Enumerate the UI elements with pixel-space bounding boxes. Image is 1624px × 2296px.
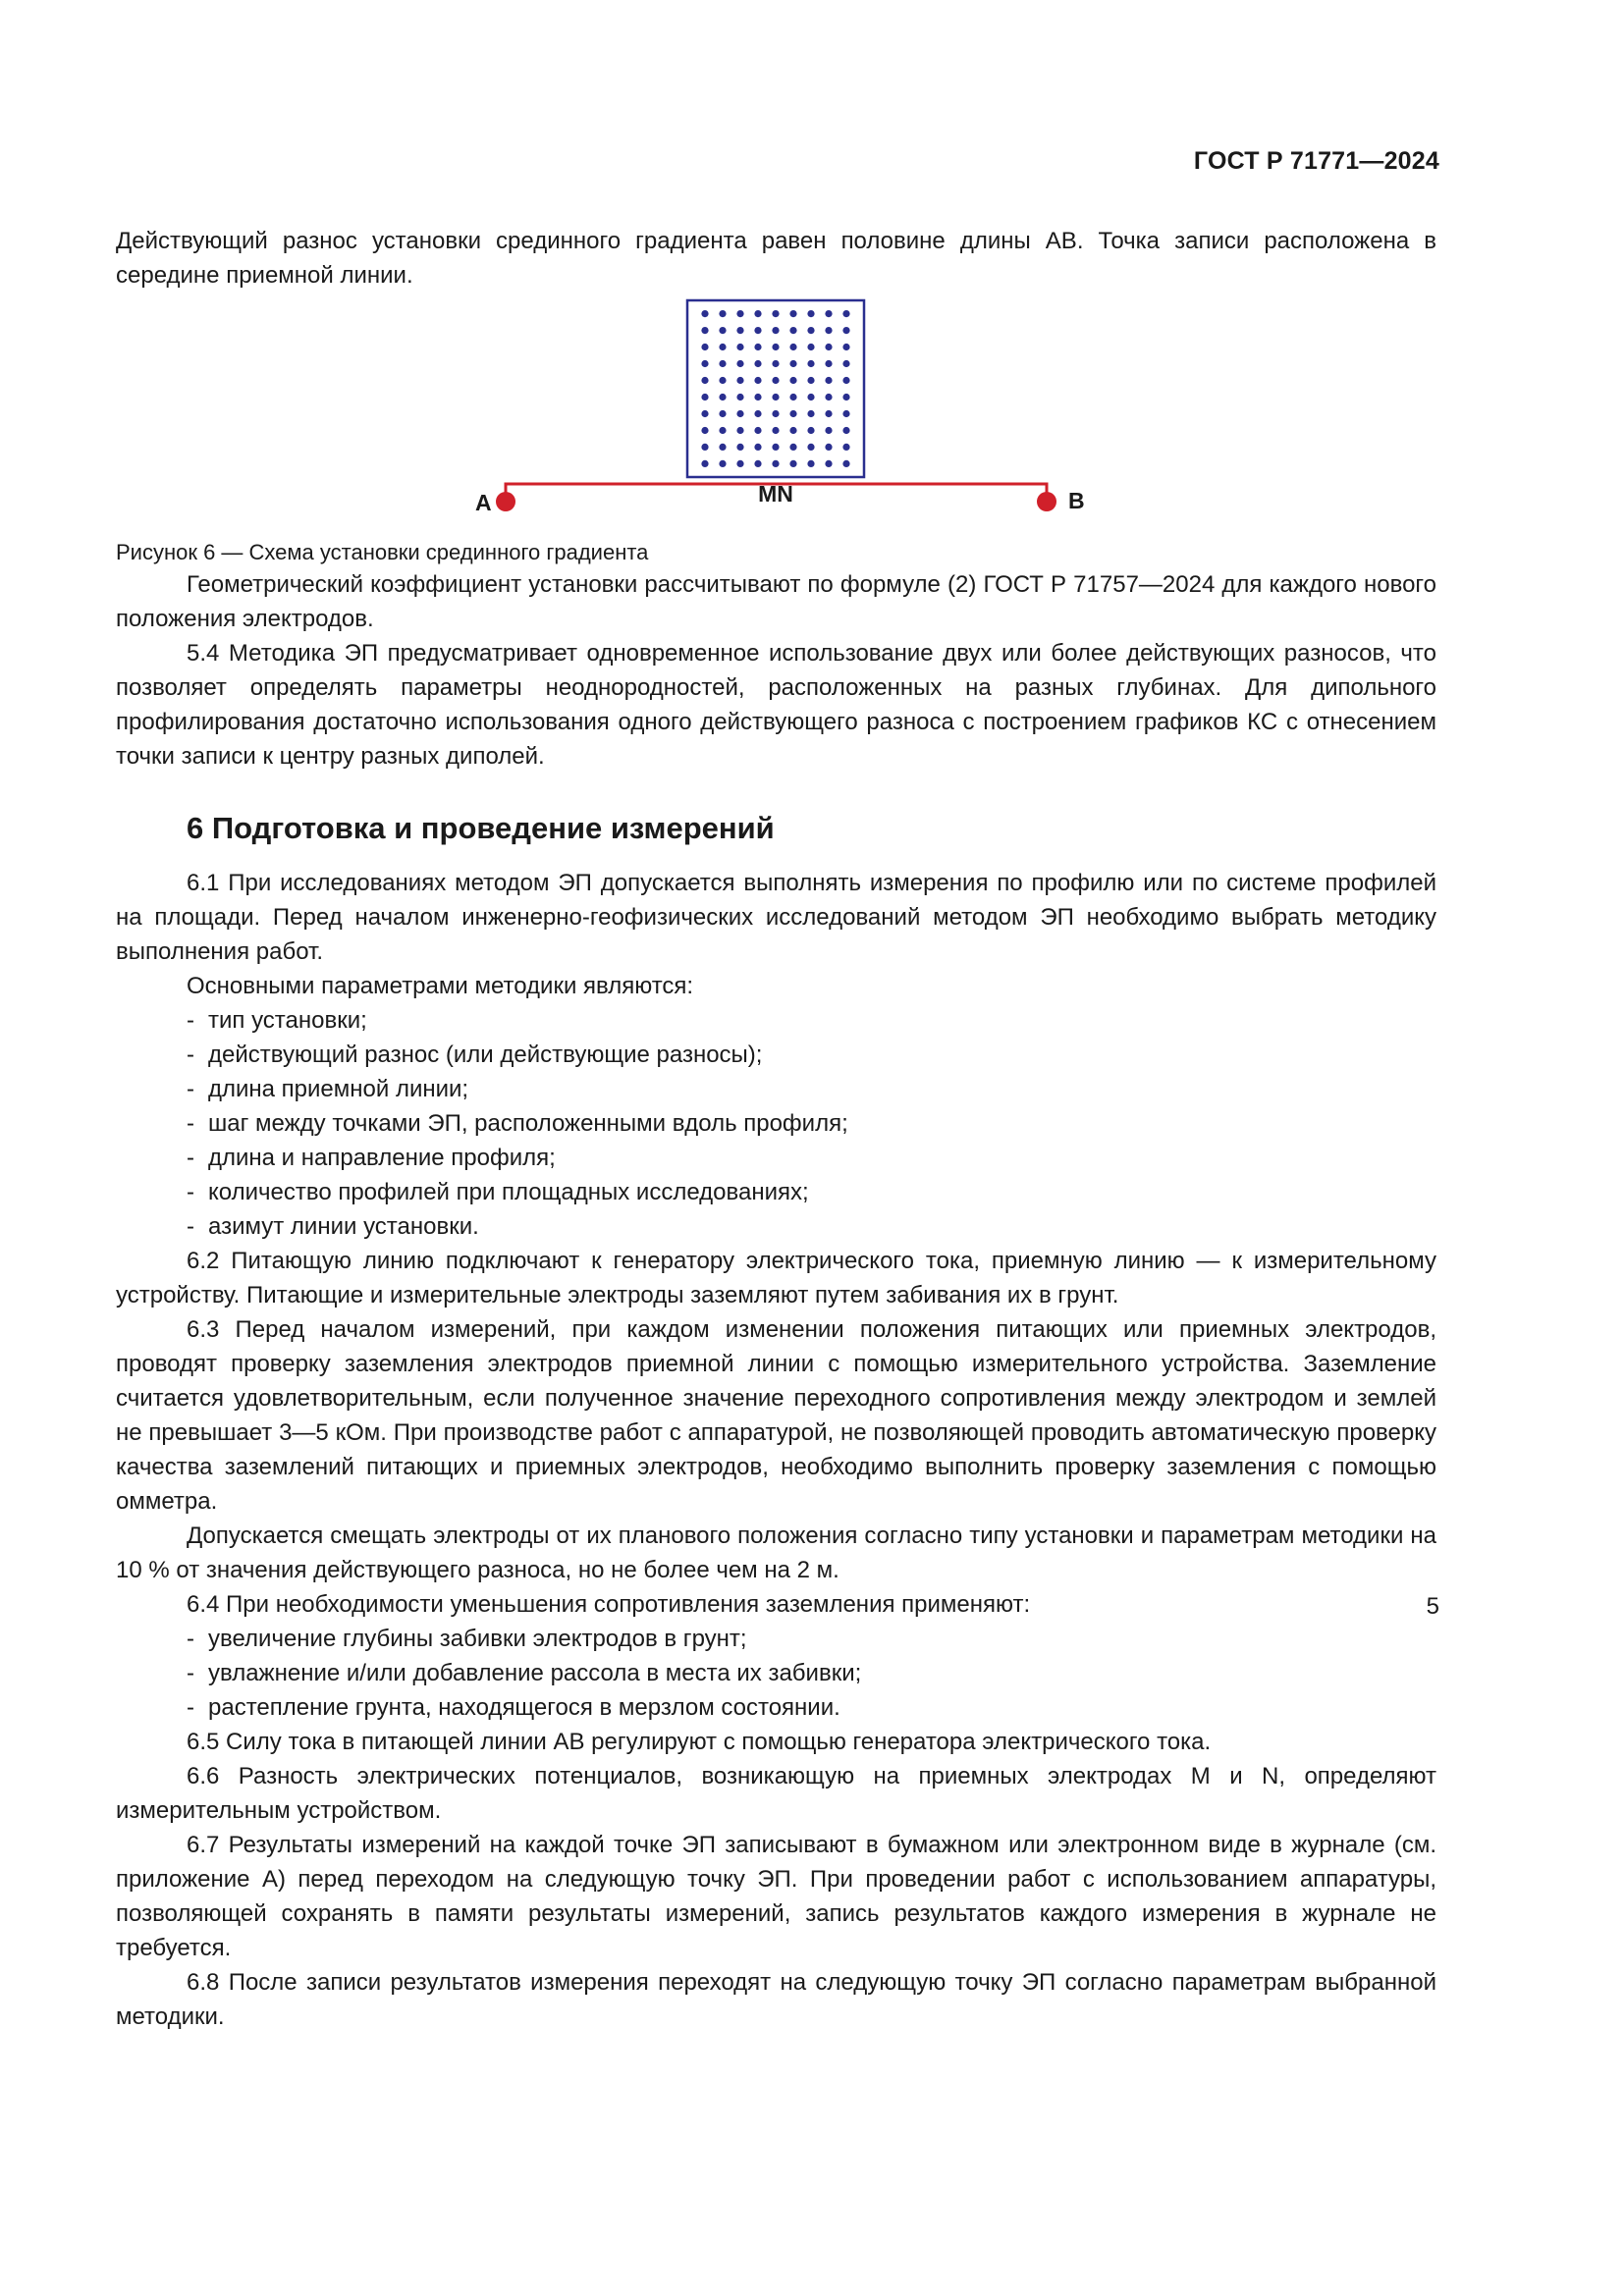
- measurement-point: [842, 410, 849, 417]
- measurement-point: [736, 410, 743, 417]
- figure-caption: Рисунок 6 — Схема установки срединного градиента: [116, 540, 649, 564]
- params-list: [116, 1003, 1436, 1244]
- measurement-point: [842, 427, 849, 434]
- paragraph-6-1: 6.1 При исследованиях методом ЭП допускается выполнять измерения по профилю или по системе профилей на площади. Перед началом инженерно-геофизических исследований методом ЭП необходимо выбрать методику выполнения работ.: [116, 870, 1436, 965]
- measurement-point: [807, 327, 814, 334]
- measurement-point: [772, 360, 779, 367]
- list-item: - увлажнение и/или добавление рассола в места их забивки;: [116, 1656, 1436, 1690]
- measurement-point: [701, 444, 708, 451]
- measurement-point: [701, 460, 708, 467]
- measurement-point: [772, 310, 779, 317]
- measurement-point: [719, 327, 726, 334]
- measurement-point: [825, 394, 832, 400]
- measurement-point: [701, 310, 708, 317]
- measurement-point: [754, 327, 761, 334]
- measurement-point: [789, 410, 796, 417]
- measurement-point: [772, 327, 779, 334]
- list-item: - шаг между точками ЭП, расположенными вдоль профиля;: [116, 1106, 1436, 1141]
- paragraph-6-8: 6.8 После записи результатов измерения переходят на следующую точку ЭП согласно параметрам выбранной методики.: [116, 1969, 1436, 2030]
- measurement-point: [825, 360, 832, 367]
- measurement-point: [842, 344, 849, 350]
- measurement-point: [719, 377, 726, 384]
- measurement-point: [754, 444, 761, 451]
- measurement-point: [719, 360, 726, 367]
- measurement-point: [842, 444, 849, 451]
- list-item: - увеличение глубины забивки электродов в грунт;: [116, 1622, 1436, 1656]
- measurement-point: [719, 310, 726, 317]
- measurement-point: [842, 327, 849, 334]
- list-item: - количество профилей при площадных исследованиях;: [116, 1175, 1436, 1209]
- measurement-point: [754, 377, 761, 384]
- paragraph-6-2: 6.2 Питающую линию подключают к генератору электрического тока, приемную линию — к измерительному устройству. Питающие и измерительные электроды заземляют путем забивания их в грунт.: [116, 1248, 1436, 1308]
- measurement-point: [789, 444, 796, 451]
- paragraph-5-4: 5.4 Методика ЭП предусматривает одновременное использование двух или более действующих разносов, что позволяет определять параметры неоднородностей, расположенных на разных глубинах. Для дипольного профилирования достаточно использования одного действующего разноса с построением графиков КС с отнесением точки записи к центру разных диполей.: [116, 640, 1436, 770]
- measurement-point: [736, 460, 743, 467]
- measurement-point: [754, 410, 761, 417]
- measurement-point: [825, 427, 832, 434]
- params-intro: Основными параметрами методики являются:: [187, 973, 694, 999]
- measurement-point: [789, 394, 796, 400]
- measurement-point: [754, 310, 761, 317]
- paragraph-6-4: 6.4 При необходимости уменьшения сопротивления заземления применяют:: [187, 1591, 1031, 1618]
- page-content: [116, 224, 1436, 2034]
- measurement-point: [719, 460, 726, 467]
- measurement-point-grid: [701, 310, 849, 467]
- list-item: - растепление грунта, находящегося в мерзлом состоянии.: [116, 1690, 1436, 1725]
- measurement-point: [825, 410, 832, 417]
- label-a: А: [475, 490, 492, 515]
- measurement-point: [736, 427, 743, 434]
- intro-paragraph: Действующий разнос установки срединного градиента равен половине длины АВ. Точка записи расположена в середине приемной линии.: [116, 228, 1436, 289]
- measurement-point: [789, 310, 796, 317]
- document-code: ГОСТ Р 71771—2024: [1193, 147, 1439, 175]
- measurement-point: [789, 344, 796, 350]
- page-number: 5: [1426, 1593, 1439, 1620]
- measurement-point: [825, 377, 832, 384]
- measurement-point: [772, 394, 779, 400]
- measurement-point: [789, 327, 796, 334]
- measurement-point: [736, 377, 743, 384]
- measurement-point: [807, 444, 814, 451]
- measurement-point: [736, 444, 743, 451]
- paragraph-geometric-coefficient: Геометрический коэффициент установки рассчитывают по формуле (2) ГОСТ Р 71757—2024 для каждого нового положения электродов.: [116, 571, 1436, 632]
- measurement-point: [842, 377, 849, 384]
- measurement-point: [772, 427, 779, 434]
- measurement-point: [842, 460, 849, 467]
- measurement-point: [701, 344, 708, 350]
- label-b: В: [1068, 488, 1085, 513]
- measurement-point: [754, 360, 761, 367]
- measurement-point: [719, 444, 726, 451]
- measurement-point: [701, 327, 708, 334]
- measurement-point: [789, 360, 796, 367]
- measurement-point: [772, 344, 779, 350]
- measurement-point: [719, 344, 726, 350]
- measurement-point: [789, 377, 796, 384]
- measurement-point: [789, 427, 796, 434]
- measurement-point: [719, 394, 726, 400]
- measurement-point: [807, 360, 814, 367]
- measurement-point: [701, 394, 708, 400]
- measurement-point: [701, 377, 708, 384]
- measurement-point: [842, 310, 849, 317]
- measurement-point: [807, 460, 814, 467]
- measurement-point: [719, 427, 726, 434]
- measurement-point: [807, 394, 814, 400]
- measurement-point: [772, 460, 779, 467]
- paragraph-6-5: 6.5 Силу тока в питающей линии АВ регулируют с помощью генератора электрического тока.: [187, 1729, 1212, 1755]
- label-mn: MN: [758, 481, 793, 507]
- grounding-methods-list: [116, 1622, 1436, 1725]
- measurement-point: [736, 310, 743, 317]
- measurement-point: [736, 394, 743, 400]
- measurement-point: [719, 410, 726, 417]
- measurement-point: [807, 310, 814, 317]
- list-item: - длина приемной линии;: [116, 1072, 1436, 1106]
- measurement-point: [701, 410, 708, 417]
- list-item: - тип установки;: [116, 1003, 1436, 1038]
- measurement-point: [736, 327, 743, 334]
- measurement-point: [807, 377, 814, 384]
- measurement-point: [807, 410, 814, 417]
- measurement-point: [701, 427, 708, 434]
- measurement-point: [842, 394, 849, 400]
- measurement-point: [807, 344, 814, 350]
- measurement-point: [754, 427, 761, 434]
- measurement-point: [772, 444, 779, 451]
- measurement-point: [772, 377, 779, 384]
- paragraph-6-3-offset: Допускается смещать электроды от их планового положения согласно типу установки и параметрам методики на 10 % от значения действующего разноса, но не более чем на 2 м.: [116, 1522, 1436, 1583]
- paragraph-6-3: 6.3 Перед началом измерений, при каждом изменении положения питающих или приемных электродов, проводят проверку заземления электродов приемной линии с помощью измерительного устройства. Заземление считается удовлетворительным, если полученное значение переходного сопротивления между электродом и землей не превышает 3—5 кОм. При производстве работ с аппаратурой, не позволяющей проводить автоматическую проверку качества заземлений питающих и приемных электродов, необходимо выполнить проверку заземления с помощью омметра.: [116, 1316, 1436, 1515]
- measurement-point: [701, 360, 708, 367]
- electrode-a: [496, 492, 515, 511]
- measurement-point: [842, 360, 849, 367]
- measurement-point: [736, 344, 743, 350]
- figure-6: [116, 293, 1436, 538]
- measurement-point: [825, 344, 832, 350]
- gradient-array-diagram: [116, 293, 1436, 538]
- measurement-point: [754, 394, 761, 400]
- measurement-point: [825, 310, 832, 317]
- measurement-point: [736, 360, 743, 367]
- section-title: 6 Подготовка и проведение измерений: [187, 811, 775, 845]
- list-item: - длина и направление профиля;: [116, 1141, 1436, 1175]
- measurement-point: [825, 327, 832, 334]
- measurement-point: [825, 460, 832, 467]
- list-item: - азимут линии установки.: [116, 1209, 1436, 1244]
- electrode-b: [1037, 492, 1056, 511]
- paragraph-6-6: 6.6 Разность электрических потенциалов, возникающую на приемных электродах M и N, определяют измерительным устройством.: [116, 1763, 1436, 1824]
- measurement-point: [789, 460, 796, 467]
- measurement-point: [754, 460, 761, 467]
- measurement-point: [772, 410, 779, 417]
- measurement-point: [754, 344, 761, 350]
- list-item: - действующий разнос (или действующие разносы);: [116, 1038, 1436, 1072]
- measurement-point: [825, 444, 832, 451]
- measurement-point: [807, 427, 814, 434]
- paragraph-6-7: 6.7 Результаты измерений на каждой точке ЭП записывают в бумажном или электронном виде в журнале (см. приложение А) перед переходом на следующую точку ЭП. При проведении работ с использованием аппаратуры, позволяющей сохранять в памяти результаты измерений, запись результатов каждого измерения в журнале не требуется.: [116, 1832, 1436, 1961]
